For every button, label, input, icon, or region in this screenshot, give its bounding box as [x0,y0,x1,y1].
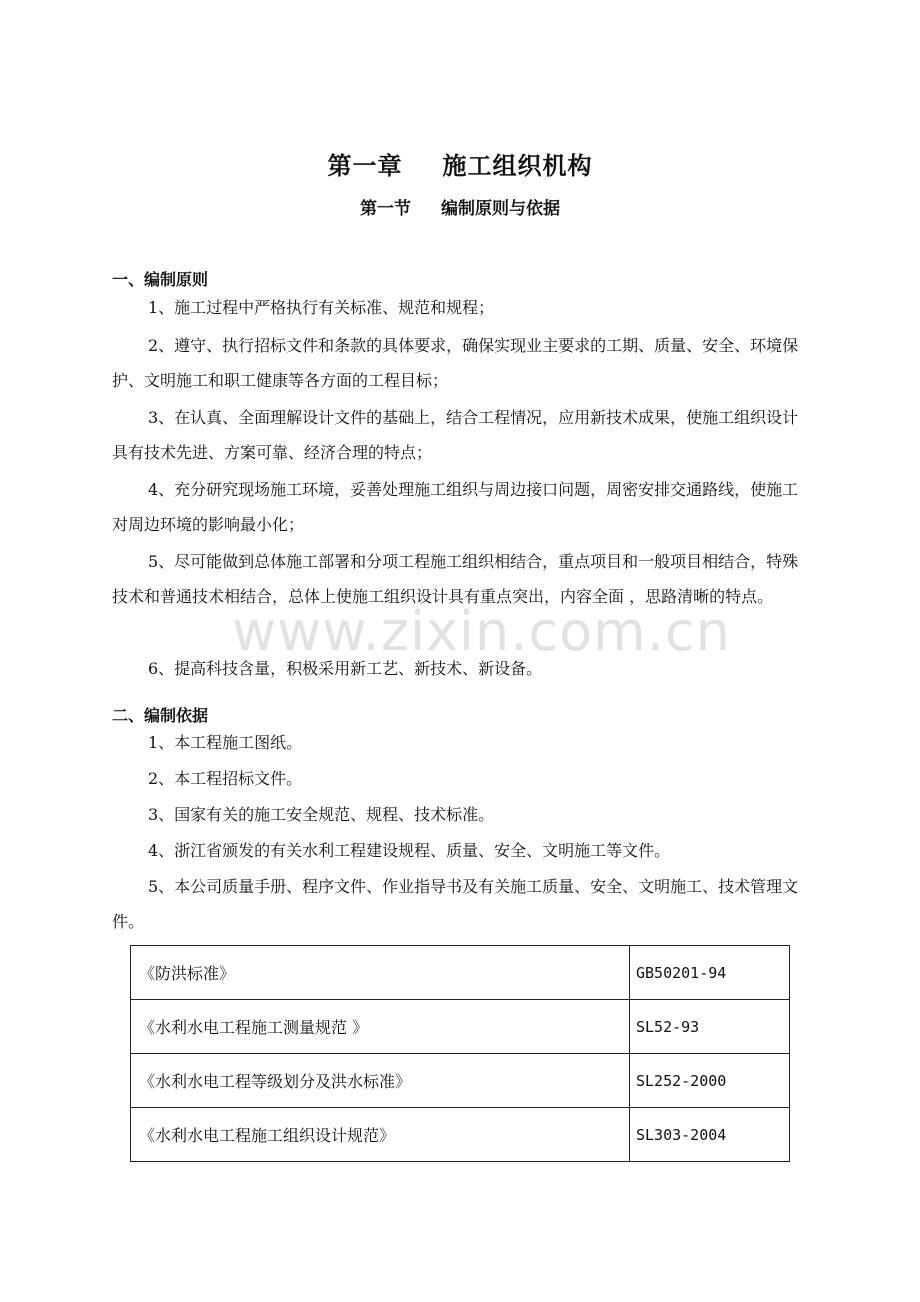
chapter-name: 施工组织机构 [442,152,593,180]
standard-code: GB50201-94 [630,946,790,1000]
basis-item-4: 4、浙江省颁发的有关水利工程建设规程、质量、安全、文明施工等文件。 [148,841,671,860]
basis-item-1: 1、本工程施工图纸。 [148,733,303,752]
standard-name: 《水利水电工程施工组织设计规范》 [131,1108,630,1162]
principle-item-5: 5、尽可能做到总体施工部署和分项工程施工组织相结合，重点项目和一般项目相结合，特殊技术和普通技术相结合，总体上使施工组织设计具有重点突出，内容全面 ，思路清晰的特点。 [112,552,799,606]
principle-item-1: 1、施工过程中严格执行有关标准、规范和规程； [148,298,495,317]
heading-principles: 一、编制原则 [112,270,209,289]
table-row [131,1108,790,1162]
section-title [0,194,920,219]
standard-code: SL303-2004 [630,1108,790,1162]
standard-name: 《水利水电工程施工测量规范 》 [131,1000,630,1054]
table-row [131,1000,790,1054]
basis-item-3: 3、国家有关的施工安全规范、规程、技术标准。 [148,805,495,824]
section-name: 编制原则与依据 [441,199,560,219]
principle-item-3: 3、在认真、全面理解设计文件的基础上，结合工程情况，应用新技术成果，使施工组织设计具有技术先进、方案可靠、经济合理的特点； [112,408,799,462]
basis-item-5: 5、本公司质量手册、程序文件、作业指导书及有关施工质量、安全、文明施工、技术管理文件。 [112,877,799,931]
standard-name: 《水利水电工程等级划分及洪水标准》 [131,1054,630,1108]
table-row [131,1054,790,1108]
table-row [131,946,790,1000]
watermark: www.zixin.com.cn [232,600,731,663]
standard-name: 《防洪标准》 [131,946,630,1000]
chapter-number: 第一章 [327,152,403,180]
standard-code: SL52-93 [630,1000,790,1054]
heading-basis: 二、编制依据 [112,706,209,725]
standard-code: SL252-2000 [630,1054,790,1108]
principle-item-6: 6、提高科技含量，积极采用新工艺、新技术、新设备。 [148,659,543,678]
principle-item-2: 2、遵守、执行招标文件和条款的具体要求，确保实现业主要求的工期、质量、安全、环境保护、文明施工和职工健康等各方面的工程目标； [112,336,799,390]
basis-item-2: 2、本工程招标文件。 [148,769,303,788]
standards-table [130,945,790,1162]
principle-item-4: 4、充分研究现场施工环境，妥善处理施工组织与周边接口问题，周密安排交通路线，使施工对周边环境的影响最小化； [112,480,799,534]
section-number: 第一节 [360,199,411,219]
chapter-title [0,146,920,181]
